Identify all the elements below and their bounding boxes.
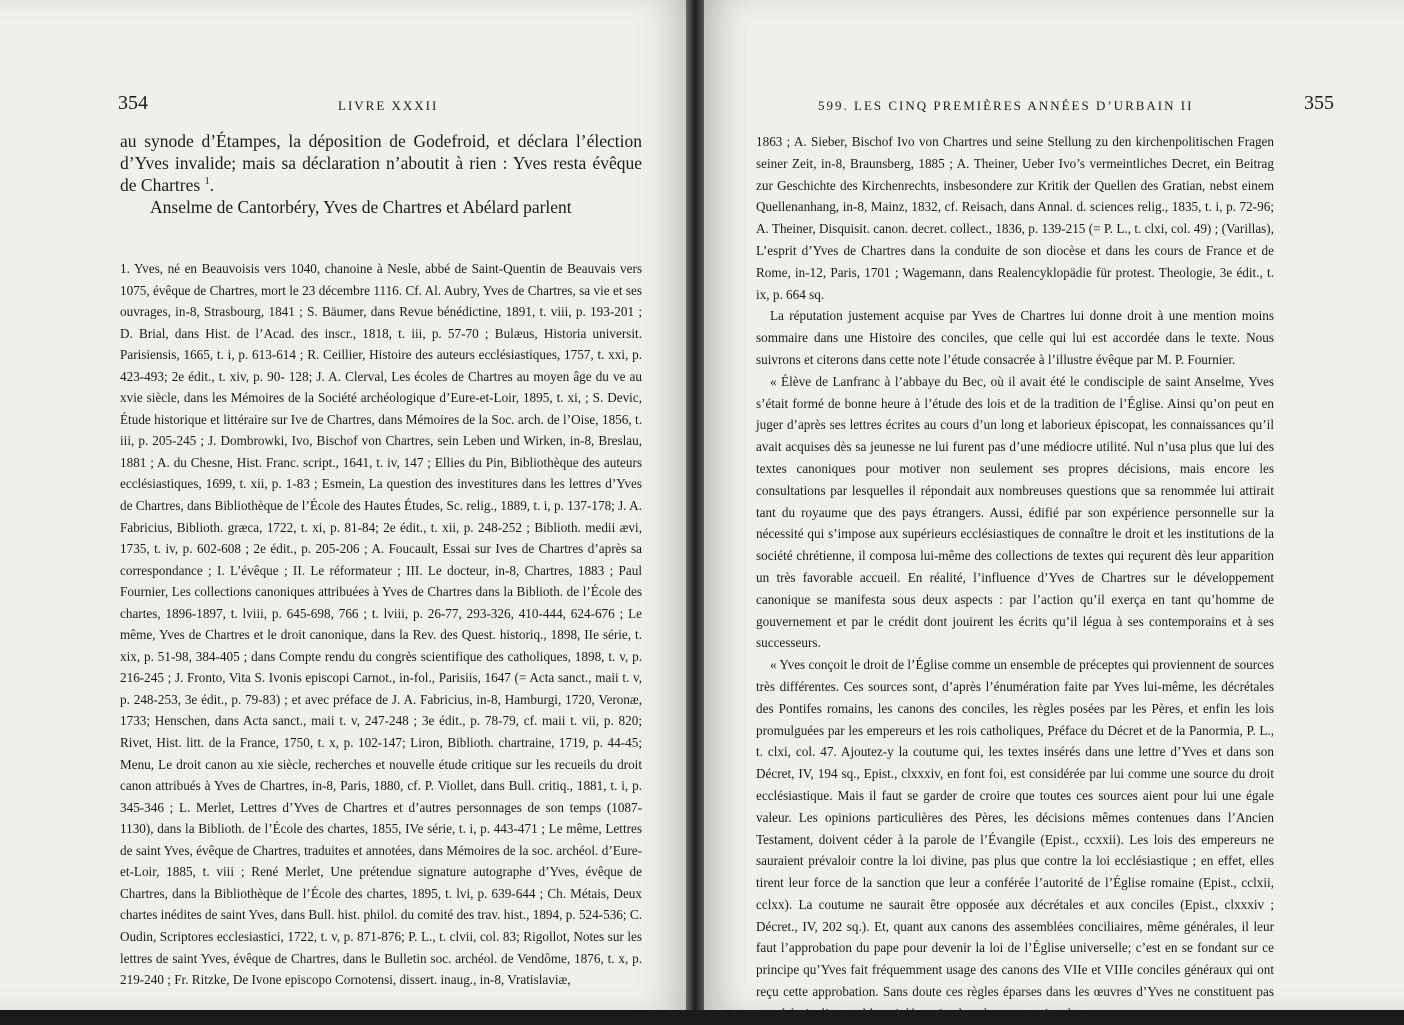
left-running-head: LIVRE XXXII [338,98,439,113]
note-paragraph-2: La réputation justement acquise par Yves de Chartres lui donne droit à une mention moins sommaire dans une Histoire des conciles, que celle qui lui est accordée dans le texte. Nous suivrons et citerons dans cette note l’étude consacrée à l’illustre évêque par M. P. Fournier. [756,308,1274,367]
left-main-text [120,130,642,218]
main-paragraph-2: Anselme de Cantorbéry, Yves de Chartres et Abélard parlent [150,197,572,217]
right-page-header [818,92,1338,120]
book-gutter [686,0,704,1010]
right-running-head: 599. LES CINQ PREMIÈRES ANNÉES D’URBAIN II [818,98,1194,113]
footnote-reference: 1 [204,176,210,188]
main-paragraph-1-text: au synode d’Étampes, la déposition de Godefroid, et déclara l’élection d’Yves invalide; mais sa déclaration n’aboutit à rien : Yves resta évêque de Chartres [120,131,642,195]
main-paragraph-1 [120,130,642,196]
note-paragraph-4: « Yves conçoit le droit de l’Église comme un ensemble de préceptes qui proviennent de sources très différentes. Ces sources sont, d’après l’énumération faite par Yves lui-même, les décrétales des Pontifes romains, les canons des conciles, les règles posées par les Pères, et enfin les lois promulguées par les empereurs et les rois catholiques, Préface du Décret et de la Panormia, P. L., t. clxi, col. 47. Ajoutez-y la coutume qui, les textes insérés dans une lettre d’Yves et dans son Décret, IV, 194 sq., Epist., clxxxiv, en font foi, est considérée par lui comme une source du droit ecclésiastique. Mais il faut se garder de croire que toutes ces sources aient pour lui une égale valeur. Les opinions particulières des Pères, les décisions mêmes contenues dans l’Ancien Testament, doivent céder à la parole de l’Évangile (Epist., ccxxii). Les lois des empereurs ne sauraient prévaloir contre la loi divine, pas plus que contre la loi ecclésiastique ; en effet, elles tirent leur force de la sanction que leur a conférée l’autorité de l’Église romaine (Epist., cclxii, cclxx). La coutume ne saurait être opposée aux décrétales et aux conciles (Epist., clxxxiv ; Décret., IV, 202 sq.). Et, quant aux canons des assemblées conciliaires, même générales, il leur faut l’approbation du pape pour devenir la loi de l’Église universelle; c’est en se fondant sur ce principe qu’Yves fait fréquemment usage des canons des VIIe et VIIIe conciles généraux qui ont reçu cette approbation. Sans doute ces règles éparses dans les œuvres d’Yves ne constituent pas une théorie d’ensemble qui détermine la valeur respective des [756,657,1274,1021]
right-footnote-continuation [756,131,1274,1025]
left-page-number: 354 [118,92,148,114]
note-continuation: 1863 ; A. Sieber, Bischof Ivo von Chartres und seine Stellung zu den kirchenpolitischen Fragen seiner Zeit, in-8, Braunsberg, 1885 ; A. Theiner, Ueber Ivo’s vermeintliches Decret, ein Beitrag zur Geschichte des Kirchenrechts, insbesondere zur Kritik der Quellen des Gratian, nebst einem Quellenanhang, in-8, Mainz, 1832, cf. Reisach, dans Annal. d. sciences relig., 1835, t. i, p. 72-96; A. Theiner, Disquisit. canon. decret. collect., 1836, p. 139-215 (= P. L., t. clxi, col. 49) ; (Varillas), L’esprit d’Yves de Chartres dans la conduite de son diocèse et dans les cours de France et de Rome, in-12, Paris, 1701 ; Wagemann, dans Realencyklopädie für protest. Theologie, 3e édit., t. ix, p. 664 sq. [756,134,1274,302]
left-page-header [118,92,652,120]
footnote-1-text: 1. Yves, né en Beauvoisis vers 1040, chanoine à Nesle, abbé de Saint-Quentin de Beauvais vers 1075, évêque de Chartres, mort le 23 décembre 1116. Cf. Al. Aubry, Yves de Chartres, sa vie et ses ouvrages, in-8, Strasbourg, 1841 ; S. Bäumer, dans Revue bénédictine, 1891, t. viii, p. 193-201 ; D. Brial, dans Hist. de l’Acad. des inscr., 1818, t. iii, p. 57-70 ; Bulæus, Historia universit. Parisiensis, 1665, t. i, p. 613-614 ; R. Ceillier, Histoire des auteurs ecclésiastiques, 1757, t. xxi, p. 423-493; 2e édit., t. xiv, p. 90- 128; J. A. Clerval, Les écoles de Chartres au moyen âge du ve au xvie siècle, dans les Mémoires de la Société archéologique d’Eure-et-Loir, 1895, t. xi, ; S. Devic, Étude historique et littéraire sur Ive de Chartres, dans Mémoires de la Soc. arch. de l’Oise, 1856, t. iii, p. 205-245 ; J. Dombrowki, Ivo, Bischof von Chartres, sein Leben und Wirken, in-8, Breslau, 1881 ; A. du Chesne, Hist. Franc. script., 1641, t. iv, 147 ; Ellies du Pin, Bibliothèque des auteurs ecclésiastiques, 1699, t. xii, p. 1-83 ; Esmein, La question des investitures dans les lettres d’Yves de Chartres, dans Bibliothèque de l’École des Hautes Études, Sc. relig., 1889, t. i, p. 137-178; J. A. Fabricius, Biblioth. græca, 1722, t. xi, p. 81-84; 2e édit., t. xii, p. 248-252 ; Biblioth. medii ævi, 1735, t. iv, p. 602-608 ; 2e édit., p. 205-206 ; A. Foucault, Essai sur Ives de Chartres d’après sa correspondance ; I. L’évêque ; II. Le réformateur ; III. Le docteur, in-8, Chartres, 1883 ; Paul Fournier, Les collections canoniques attribuées à Yves de Chartres dans la Biblioth. de l’École des chartes, 1896-1897, t. lviii, p. 645-698, 766 ; t. lviii, p. 26-77, 293-326, 410-444, 624-676 ; Le même, Yves de Chartres et le droit canonique, dans la Rev. des Quest. historiq., 1898, IIe série, t. xix, p. 51-98, 384-405 ; dans Compte rendu du congrès scientifique des catholiques, 1898, t. v, p. 216-245 ; J. Fronto, Vita S. Ivonis episcopi Carnot., in-fol., Parisiis, 1647 (= Acta sanct., maii t. v, p. 248-253, 3e édit., p. 79-83) ; et avec préface de J. A. Fabricius, in-8, Hamburgi, 1720, Veronæ, 1733; Henschen, dans Acta sanct., maii t. v, 247-248 ; 3e édit., p. 78-79, cf. maii t. vii, p. 820; Rivet, Hist. litt. de la France, 1750, t. x, p. 102-147; Liron, Biblioth. chartraine, 1719, p. 44-45; Menu, Le droit canon au xie siècle, recherches et nouvelle étude critique sur les recueils du droit canon attribués à Yves de Chartres, in-8, Paris, 1880, cf. P. Viollet, dans Bull. critiq., 1881, t. i, p. 345-346 ; L. Merlet, Lettres d’Yves de Chartres et d’autres personnages de son temps (1087-1130), dans la Biblioth. de l’École des chartes, 1855, IVe série, t. i, p. 443-471 ; Le même, Lettres de saint Yves, évêque de Chartres, traduites et annotées, dans Mémoires de la soc. archéol. d’Eure-et-Loir, 1885, t. viii ; René Merlet, Une prétendue signature autographe d’Yves, évêque de Chartres, dans la Bibliothèque de l’École des chartes, 1895, t. lvi, p. 639-644 ; Ch. Métais, Deux chartes inédites de saint Yves, dans Bull. hist. philol. du comité des trav. hist., 1894, p. 524-536; C. Oudin, Scriptores ecclesiastici, 1722, t. v, p. 871-876; P. L., t. clvii, col. 83; Rigollot, Notes sur les lettres de saint Yves, évêque de Chartres, dans le Bulletin soc. archéol. de Vendôme, 1876, t. x, p. 219-240 ; Fr. Ritzke, De Ivone episcopo Cornotensi, dissert. inaug., in-8, Vratislaviæ, [120,261,642,988]
right-page-number: 355 [1304,92,1334,114]
left-footnote [120,258,642,991]
note-paragraph-3: « Élève de Lanfranc à l’abbaye du Bec, où il avait été le condisciple de saint Anselme, Yves s’était formé de bonne heure à l’étude des lois et de la tradition de l’Église. Ainsi qu’on peut en juger d’après ses lettres écrites au cours d’un long et laborieux épiscopat, les connaissances qu’il avait acquises dès sa jeunesse ne lui furent pas d’une médiocre utilité. Nul n’usa plus que lui des textes canoniques pour motiver non seulement ses propres décisions, mais encore les consultations par lesquelles il répondait aux nombreuses questions que sa renommée lui attirait tant du royaume que des pays étrangers. Aussi, édifié par son expérience personnelle sur la nécessité qui s’impose aux supérieurs ecclésiastiques de connaître le droit et les institutions de la société chrétienne, il composa lui-même des collections de textes qui reçurent dès leur apparition un très favorable accueil. En réalité, l’influence d’Yves de Chartres sur le développement canonique se manifesta sous deux aspects : par l’action qu’il exerça en tant qu’homme de gouvernement et par le crédit dont jouirent les écrits qu’il légua à ses contemporains et à ses successeurs. [756,373,1274,651]
main-paragraph-1-end: . [209,175,214,195]
